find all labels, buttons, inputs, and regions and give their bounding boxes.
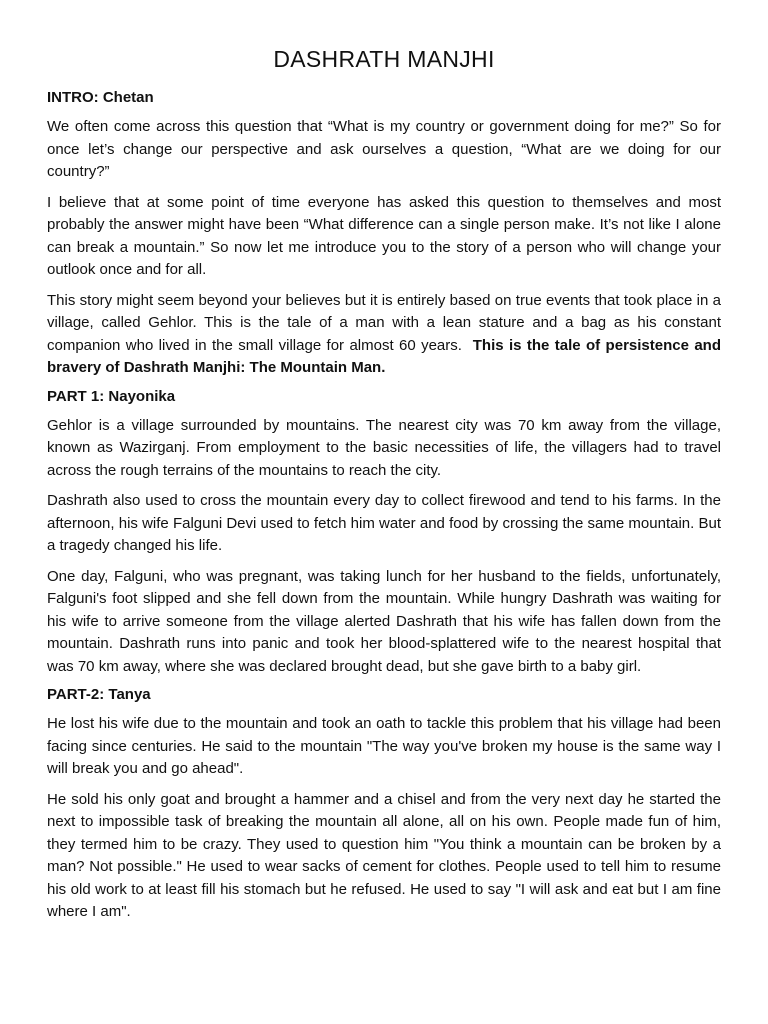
bold-statement: This is the tale of persistence and bravery of Dashrath Manjhi: The Mountain Man. [47,336,721,376]
paragraph: I believe that at some point of time everyone has asked this question to themselves and most probably the answer might have been “What difference can a single person make. It’s not like I alone can break a mountain.” So now let me introduce you to the story of a person who will change your outlook once and for all. [47,193,721,278]
paragraph [47,290,721,380]
section-heading: PART-2: Tanya [47,686,151,703]
section-heading: PART 1: Nayonika [47,387,176,405]
paragraph: One day, Falguni, who was pregnant, was taking lunch for her husband to the fields, unfortunately, Falguni's foot slipped and she fell down from the mountain. While hungry Dashrath was waiting for his wife to arrive someone from the village alerted Dashrath that his wife has fallen down from the mountain. Dashrath runs into panic and took her blood-splattered wife to the nearest hospital that was 70 km away, where she was declared brought dead, but she gave birth to a baby girl. [47,567,721,675]
paragraph: He sold his only goat and brought a hammer and a chisel and from the very next day he started the next to impossible task of breaking the mountain all alone, all on his own. People made fun of him, they termed him to be crazy. They used to question him "You think a mountain can be broken by a man? Not possible." He used to wear sacks of cement for clothes. People used to tell him to resume his old work to at least fill his stomach but he refused. He used to say "I will ask and eat but I am fine where I am". [47,790,721,920]
section-heading: INTRO: Chetan [47,89,154,106]
section-part-1 [47,388,721,679]
document-title: DASHRATH MANJHI [273,46,495,72]
section-intro [47,89,721,380]
paragraph: He lost his wife due to the mountain and took an oath to tackle this problem that his village had been facing since centuries. He said to the mountain "The way you've broken my house is the same way I will break you and go ahead". [47,715,721,777]
paragraph: We often come across this question that “What is my country or government doing for me?” So for once let’s change our perspective and ask ourselves a question, “What are we doing for our country?” [47,118,721,180]
paragraph-text: This story might seem beyond your believes but it is entirely based on true events that took place in a village, called Gehlor. This is the tale of a man with a lean stature and a bag as his constant companion who lived in the small village for almost 60 years. [47,291,721,354]
paragraph: Dashrath also used to cross the mountain every day to collect firewood and tend to his farms. In the afternoon, his wife Falguni Devi used to fetch him water and food by crossing the same mountain. But a tragedy changed his life. [47,492,721,554]
paragraph: Gehlor is a village surrounded by mountains. The nearest city was 70 km away from the village, known as Wazirganj. From employment to the basic necessities of life, the villagers had to travel across the rough terrains of the mountains to reach the city. [47,416,721,479]
section-part-2 [47,686,721,924]
